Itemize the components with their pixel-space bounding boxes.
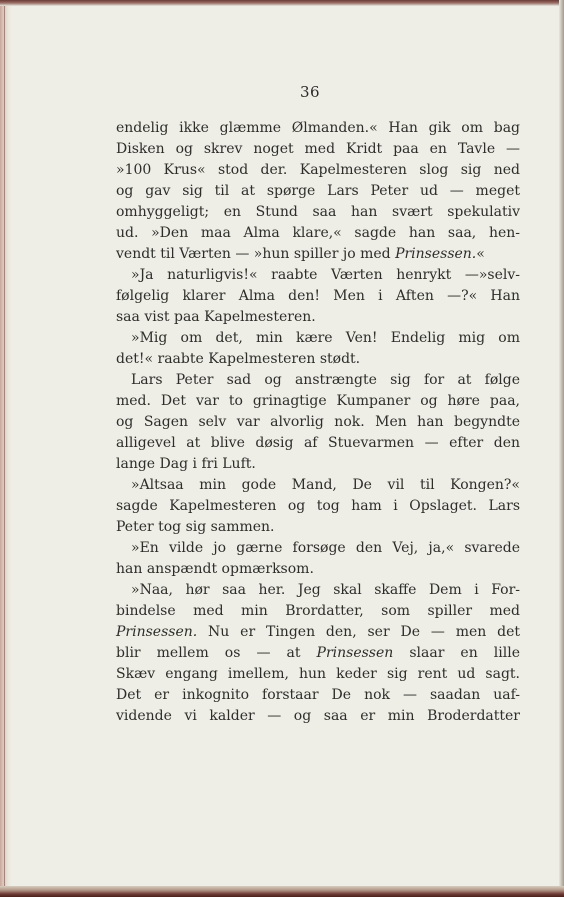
italic-title: Prinsessen. xyxy=(116,624,198,640)
text-line xyxy=(116,643,520,664)
text-line: Peter tog sig sammen. xyxy=(116,519,275,535)
text-line: omhyggeligt; en Stund saa han svært spekulativ xyxy=(116,204,520,220)
text-line: lange Dag i fri Luft. xyxy=(116,456,256,472)
text-segment: vendt til Værten — »hun spiller jo med xyxy=(116,246,396,262)
text-line xyxy=(116,244,520,265)
text-line: med. Det var to grinagtige Kumpaner og høre paa, xyxy=(116,393,520,409)
text-segment: slaar en lille xyxy=(393,645,520,661)
text-line: ud. »Den maa Alma klare,« sagde han saa, hen- xyxy=(116,225,520,241)
text-line: Det er inkognito forstaar De nok — saadan uaf- xyxy=(116,687,520,703)
text-line: vidende vi kalder — og saa er min Broderdatter xyxy=(116,708,520,724)
text-line: »100 Krus« stod der. Kapelmesteren slog sig ned xyxy=(116,162,520,178)
right-edge xyxy=(559,0,564,897)
binding-edge xyxy=(0,0,12,897)
text-line xyxy=(116,622,520,643)
italic-title: Prinsessen xyxy=(316,645,394,661)
text-line: Skæv engang imellem, hun keder sig rent ud sagt. xyxy=(116,666,520,682)
text-segment: Nu er Tingen den, ser De — men det xyxy=(197,624,520,640)
text-line: »Naa, hør saa her. Jeg skal skaffe Dem i For- xyxy=(131,582,520,598)
text-line: det!« raabte Kapelmesteren stødt. xyxy=(116,351,361,367)
text-line: Lars Peter sad og anstrængte sig for at følge xyxy=(131,372,520,388)
text-line: »Mig om det, min kære Ven! Endelig mig om xyxy=(131,330,520,346)
page-number: 36 xyxy=(300,83,321,101)
text-line: alligevel at blive døsig af Stuevarmen — efter den xyxy=(116,435,520,451)
text-line: og gav sig til at spørge Lars Peter ud — meget xyxy=(116,183,520,199)
text-line: »Ja naturligvis!« raabte Værten henrykt —»selv- xyxy=(131,267,520,283)
text-line: følgelig klarer Alma den! Men i Aften —?« Han xyxy=(116,288,520,304)
italic-title: Prinsessen. xyxy=(395,246,477,262)
text-line: og Sagen selv var alvorlig nok. Men han begyndte xyxy=(116,414,520,430)
text-segment: blir mellem os — at xyxy=(116,645,317,661)
text-line: »Altsaa min gode Mand, De vil til Kongen?« xyxy=(131,477,520,493)
text-line: »En vilde jo gærne forsøge den Vej, ja,« svarede xyxy=(131,540,520,556)
bottom-edge xyxy=(0,886,564,897)
text-line: sagde Kapelmesteren og tog ham i Opslaget. Lars xyxy=(116,498,520,514)
body-text xyxy=(116,118,520,727)
text-line: bindelse med min Brordatter, som spiller med xyxy=(116,603,520,619)
text-line: endelig ikke glæmme Ølmanden.« Han gik om bag xyxy=(116,120,520,136)
text-line: saa vist paa Kapelmesteren. xyxy=(116,309,316,325)
text-line: han anspændt opmærksom. xyxy=(116,561,314,577)
binding-line xyxy=(4,0,5,897)
text-line: Disken og skrev noget med Kridt paa en Tavle — xyxy=(116,141,520,157)
top-edge xyxy=(0,0,564,6)
text-segment: « xyxy=(476,246,485,262)
